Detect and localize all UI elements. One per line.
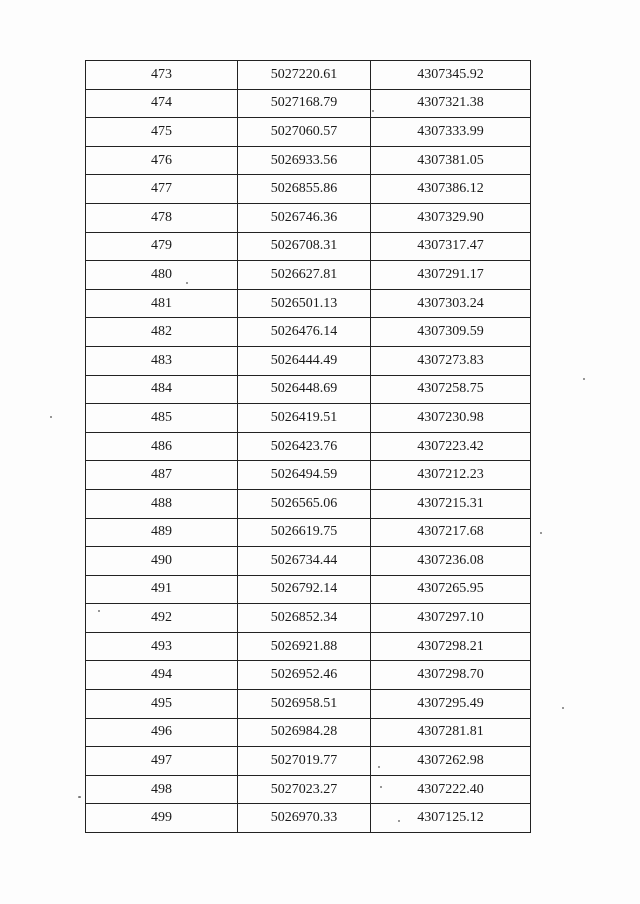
table-row [86, 61, 531, 90]
scan-speck [378, 766, 380, 768]
x-coordinate-cell: 5026448.69 [238, 375, 371, 404]
table-row [86, 747, 531, 776]
point-number-cell: 489 [86, 518, 238, 547]
x-coordinate-cell: 5026921.88 [238, 632, 371, 661]
y-coordinate-cell: 4307303.24 [371, 289, 531, 318]
table-row [86, 718, 531, 747]
y-coordinate-cell: 4307236.08 [371, 547, 531, 576]
point-number-cell: 473 [86, 61, 238, 90]
table-row [86, 489, 531, 518]
y-coordinate-cell: 4307381.05 [371, 146, 531, 175]
x-coordinate-cell: 5026494.59 [238, 461, 371, 490]
table-row [86, 146, 531, 175]
scan-speck [398, 820, 400, 822]
scan-speck [186, 282, 188, 284]
point-number-cell: 486 [86, 432, 238, 461]
scan-speck [562, 707, 564, 709]
y-coordinate-cell: 4307258.75 [371, 375, 531, 404]
y-coordinate-cell: 4307317.47 [371, 232, 531, 261]
x-coordinate-cell: 5026952.46 [238, 661, 371, 690]
table-row [86, 289, 531, 318]
x-coordinate-cell: 5026619.75 [238, 518, 371, 547]
point-number-cell: 493 [86, 632, 238, 661]
x-coordinate-cell: 5026476.14 [238, 318, 371, 347]
y-coordinate-cell: 4307217.68 [371, 518, 531, 547]
y-coordinate-cell: 4307222.40 [371, 775, 531, 804]
point-number-cell: 479 [86, 232, 238, 261]
point-number-cell: 490 [86, 547, 238, 576]
table-row [86, 318, 531, 347]
y-coordinate-cell: 4307265.95 [371, 575, 531, 604]
table-row [86, 461, 531, 490]
table-row [86, 261, 531, 290]
table-row [86, 346, 531, 375]
x-coordinate-cell: 5026984.28 [238, 718, 371, 747]
point-number-cell: 492 [86, 604, 238, 633]
x-coordinate-cell: 5027023.27 [238, 775, 371, 804]
y-coordinate-cell: 4307291.17 [371, 261, 531, 290]
x-coordinate-cell: 5026792.14 [238, 575, 371, 604]
x-coordinate-cell: 5027019.77 [238, 747, 371, 776]
point-number-cell: 487 [86, 461, 238, 490]
x-coordinate-cell: 5027060.57 [238, 118, 371, 147]
point-number-cell: 478 [86, 203, 238, 232]
y-coordinate-cell: 4307329.90 [371, 203, 531, 232]
x-coordinate-cell: 5026565.06 [238, 489, 371, 518]
x-coordinate-cell: 5026627.81 [238, 261, 371, 290]
point-number-cell: 495 [86, 690, 238, 719]
y-coordinate-cell: 4307386.12 [371, 175, 531, 204]
coordinate-table-body [86, 61, 531, 833]
y-coordinate-cell: 4307223.42 [371, 432, 531, 461]
point-number-cell: 477 [86, 175, 238, 204]
table-row [86, 232, 531, 261]
table-row [86, 518, 531, 547]
table-row [86, 118, 531, 147]
scan-speck [540, 532, 542, 534]
y-coordinate-cell: 4307281.81 [371, 718, 531, 747]
table-row [86, 661, 531, 690]
x-coordinate-cell: 5026746.36 [238, 203, 371, 232]
table-row [86, 575, 531, 604]
x-coordinate-cell: 5026933.56 [238, 146, 371, 175]
coordinate-table [85, 60, 531, 833]
point-number-cell: 494 [86, 661, 238, 690]
point-number-cell: 476 [86, 146, 238, 175]
point-number-cell: 481 [86, 289, 238, 318]
y-coordinate-cell: 4307273.83 [371, 346, 531, 375]
y-coordinate-cell: 4307230.98 [371, 404, 531, 433]
table-row [86, 547, 531, 576]
table-row [86, 89, 531, 118]
x-coordinate-cell: 5026734.44 [238, 547, 371, 576]
table-row [86, 775, 531, 804]
point-number-cell: 475 [86, 118, 238, 147]
point-number-cell: 480 [86, 261, 238, 290]
point-number-cell: 488 [86, 489, 238, 518]
x-coordinate-cell: 5026852.34 [238, 604, 371, 633]
y-coordinate-cell: 4307333.99 [371, 118, 531, 147]
x-coordinate-cell: 5027220.61 [238, 61, 371, 90]
x-coordinate-cell: 5027168.79 [238, 89, 371, 118]
x-coordinate-cell: 5026970.33 [238, 804, 371, 833]
point-number-cell: 498 [86, 775, 238, 804]
scan-speck [372, 110, 374, 112]
y-coordinate-cell: 4307212.23 [371, 461, 531, 490]
x-coordinate-cell: 5026958.51 [238, 690, 371, 719]
x-coordinate-cell: 5026855.86 [238, 175, 371, 204]
table-row [86, 432, 531, 461]
point-number-cell: 485 [86, 404, 238, 433]
y-coordinate-cell: 4307125.12 [371, 804, 531, 833]
point-number-cell: 491 [86, 575, 238, 604]
table-row [86, 203, 531, 232]
point-number-cell: 496 [86, 718, 238, 747]
point-number-cell: 499 [86, 804, 238, 833]
y-coordinate-cell: 4307298.70 [371, 661, 531, 690]
scan-speck [50, 416, 52, 418]
x-coordinate-cell: 5026444.49 [238, 346, 371, 375]
y-coordinate-cell: 4307298.21 [371, 632, 531, 661]
y-coordinate-cell: 4307295.49 [371, 690, 531, 719]
table-row [86, 404, 531, 433]
y-coordinate-cell: 4307297.10 [371, 604, 531, 633]
table-row [86, 375, 531, 404]
x-coordinate-cell: 5026423.76 [238, 432, 371, 461]
table-row [86, 632, 531, 661]
y-coordinate-cell: 4307321.38 [371, 89, 531, 118]
y-coordinate-cell: 4307345.92 [371, 61, 531, 90]
x-coordinate-cell: 5026419.51 [238, 404, 371, 433]
point-number-cell: 474 [86, 89, 238, 118]
table-row [86, 175, 531, 204]
point-number-cell: 497 [86, 747, 238, 776]
scan-speck [583, 378, 585, 380]
scan-speck [78, 796, 81, 798]
x-coordinate-cell: 5026708.31 [238, 232, 371, 261]
y-coordinate-cell: 4307262.98 [371, 747, 531, 776]
point-number-cell: 482 [86, 318, 238, 347]
point-number-cell: 483 [86, 346, 238, 375]
scan-speck [98, 610, 100, 612]
point-number-cell: 484 [86, 375, 238, 404]
y-coordinate-cell: 4307309.59 [371, 318, 531, 347]
scan-speck [380, 786, 382, 788]
table-row [86, 690, 531, 719]
y-coordinate-cell: 4307215.31 [371, 489, 531, 518]
table-row [86, 804, 531, 833]
x-coordinate-cell: 5026501.13 [238, 289, 371, 318]
table-row [86, 604, 531, 633]
